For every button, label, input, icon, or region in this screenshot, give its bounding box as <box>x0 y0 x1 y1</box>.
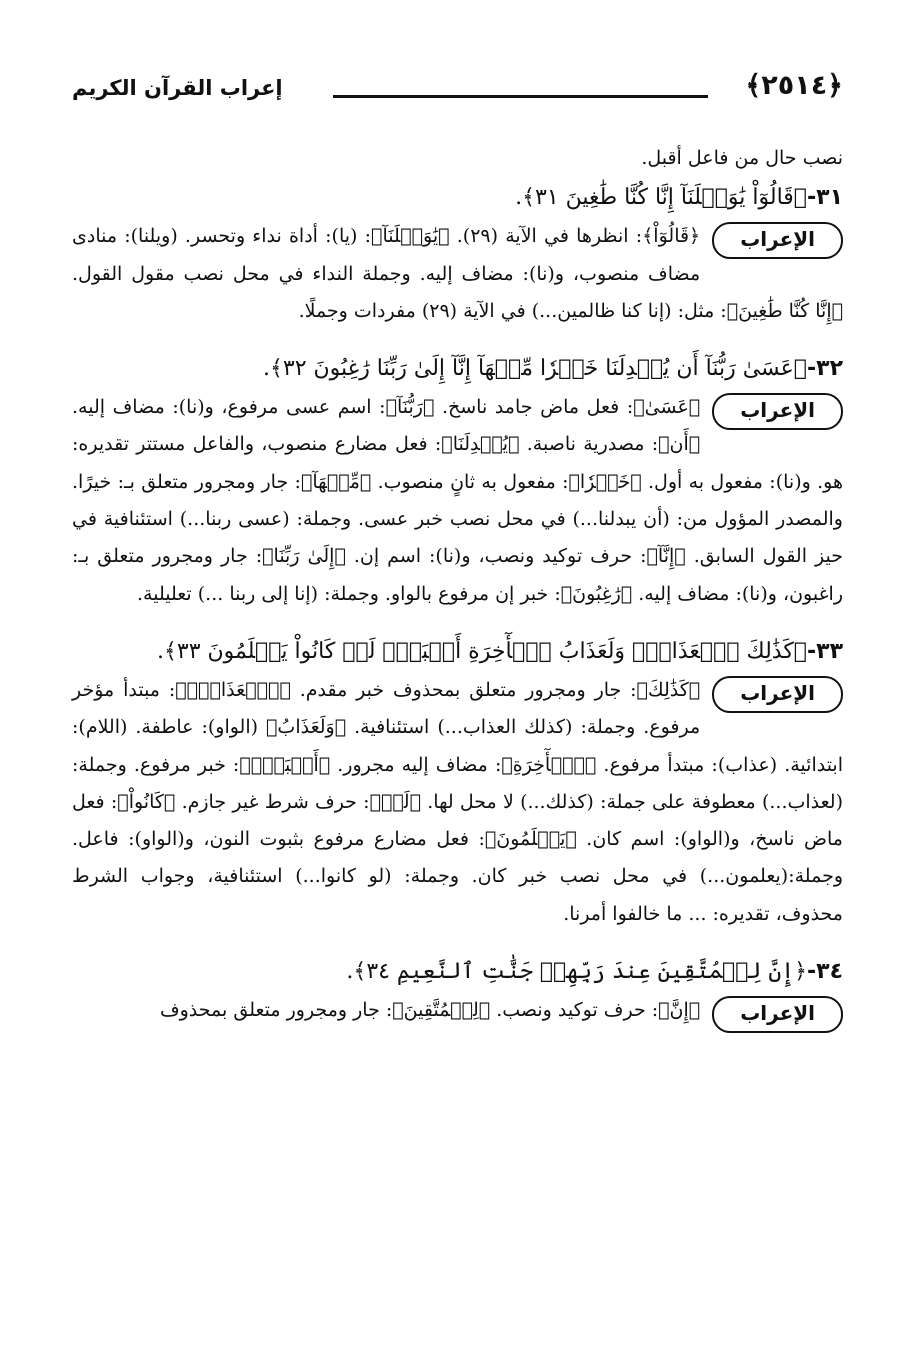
irab-block-33 <box>72 672 843 933</box>
irab-badge: الإعراب <box>712 676 843 713</box>
page-header <box>72 70 843 114</box>
verse-34 <box>72 951 843 992</box>
page-body <box>72 140 843 1047</box>
book-title: إعراب القرآن الكريم <box>72 76 283 100</box>
verse-text: ﴿قَالُوٓاْ يَٰوَيۡلَنَآ إِنَّا كُنَّا طَٰغِينَ ٣١﴾. <box>515 185 807 211</box>
irab-text: ﴿قَالُوٓاْ﴾: انظرها في الآية (٢٩). ﴿يَٰوَيۡلَنَآ﴾: (يا): أداة نداء وتحسر. (ويلنا): منادى مضاف منصوب، و(نا): مضاف إليه. وجملة النداء في محل نصب مقول القول. ﴿إِنَّا كُنَّا طَٰغِينَ﴾: مثل: (إنا كنا ظالمين...) في الآية (٢٩) مفردات وجملًا. <box>72 225 843 322</box>
verse-text: ﴿إِنَّ لِلۡمُتَّقِينَ عِندَ رَبِّهِمۡ جَنَّٰتِ ٱلنَّعِيمِ ٣٤﴾. <box>346 959 807 985</box>
verse-number: ٣٢- <box>807 356 843 382</box>
header-rule <box>333 95 708 98</box>
verse-number: ٣٤- <box>807 959 843 985</box>
irab-badge: الإعراب <box>712 996 843 1033</box>
irab-text: ﴿عَسَىٰ﴾: فعل ماض جامد ناسخ. ﴿رَبُّنَآ﴾: اسم عسى مرفوع، و(نا): مضاف إليه. ﴿أَن﴾: مصدرية ناصبة. ﴿يُبۡدِلَنَا﴾: فعل مضارع منصوب، والفاعل مستتر تقديره: هو. و(نا): مفعول به أول. ﴿خَيۡرٗا﴾: مفعول به ثانٍ منصوب. ﴿مِّنۡهَآ﴾: جار ومجرور متعلق بـ: خيرًا. والمصدر المؤول من: (أن يبدلنا...) في محل نصب خبر عسى. وجملة: (عسى ربنا...) استئنافية في حيز القول السابق. ﴿إِنَّآ﴾: حرف توكيد ونصب، و(نا): اسم إن. ﴿إِلَىٰ رَبِّنَا﴾: جار ومجرور متعلق بـ: راغبون، و(نا): مضاف إليه. ﴿رَٰغِبُونَ﴾: خبر إن مرفوع بالواو. وجملة: (إنا إلى ربنا ...) تعليلية. <box>72 396 843 605</box>
irab-text: ﴿كَذَٰلِكَ﴾: جار ومجرور متعلق بمحذوف خبر مقدم. ﴿ٱلۡعَذَابُۖ﴾: مبتدأ مؤخر مرفوع. وجملة: (كذلك العذاب...) استئنافية. ﴿وَلَعَذَابُ﴾ (الواو): عاطفة. (اللام): ابتدائية. (عذاب): مبتدأ مرفوع. ﴿ٱلۡأٓخِرَةِ﴾: مضاف إليه مجرور. ﴿أَكۡبَرُۚ﴾: خبر مرفوع. وجملة: (لعذاب...) معطوفة على جملة: (كذلك...) لا محل لها. ﴿لَوۡ﴾: حرف شرط غير جازم. ﴿كَانُواْ﴾: فعل ماض ناسخ، و(الواو): اسم كان. ﴿يَعۡلَمُونَ﴾: فعل مضارع مرفوع بثبوت النون، و(الواو): فاعل. وجملة:(يعلمون...) في محل نصب خبر كان. وجملة: (لو كانوا...) استئنافية، وجواب الشرط محذوف، تقديره: ... ما خالفوا أمرنا. <box>72 678 843 925</box>
verse-text: ﴿عَسَىٰ رَبُّنَآ أَن يُبۡدِلَنَا خَيۡرٗا مِّنۡهَآ إِنَّآ إِلَىٰ رَبِّنَا رَٰغِبُونَ ٣٢﴾. <box>263 356 807 382</box>
irab-block-34 <box>72 992 843 1029</box>
verse-number: ٣٣- <box>807 638 843 664</box>
irab-block-31 <box>72 218 843 330</box>
verse-33 <box>72 631 843 672</box>
verse-number: ٣١- <box>807 185 843 211</box>
irab-block-32 <box>72 389 843 613</box>
verse-32 <box>72 348 843 389</box>
irab-badge: الإعراب <box>712 393 843 430</box>
irab-badge: الإعراب <box>712 222 843 259</box>
verse-text: ﴿كَذَٰلِكَ ٱلۡعَذَابُۖ وَلَعَذَابُ ٱلۡأٓخِرَةِ أَكۡبَرُۚ لَوۡ كَانُواْ يَعۡلَمُونَ ٣٣﴾. <box>156 638 807 664</box>
intro-line: نصب حال من فاعل أقبل. <box>641 147 843 169</box>
verse-31 <box>72 177 843 218</box>
irab-text: ﴿إِنَّ﴾: حرف توكيد ونصب. ﴿لِلۡمُتَّقِينَ﴾: جار ومجرور متعلق بمحذوف <box>159 999 701 1022</box>
page-number: ﴿٢٥١٤﴾ <box>745 70 843 101</box>
